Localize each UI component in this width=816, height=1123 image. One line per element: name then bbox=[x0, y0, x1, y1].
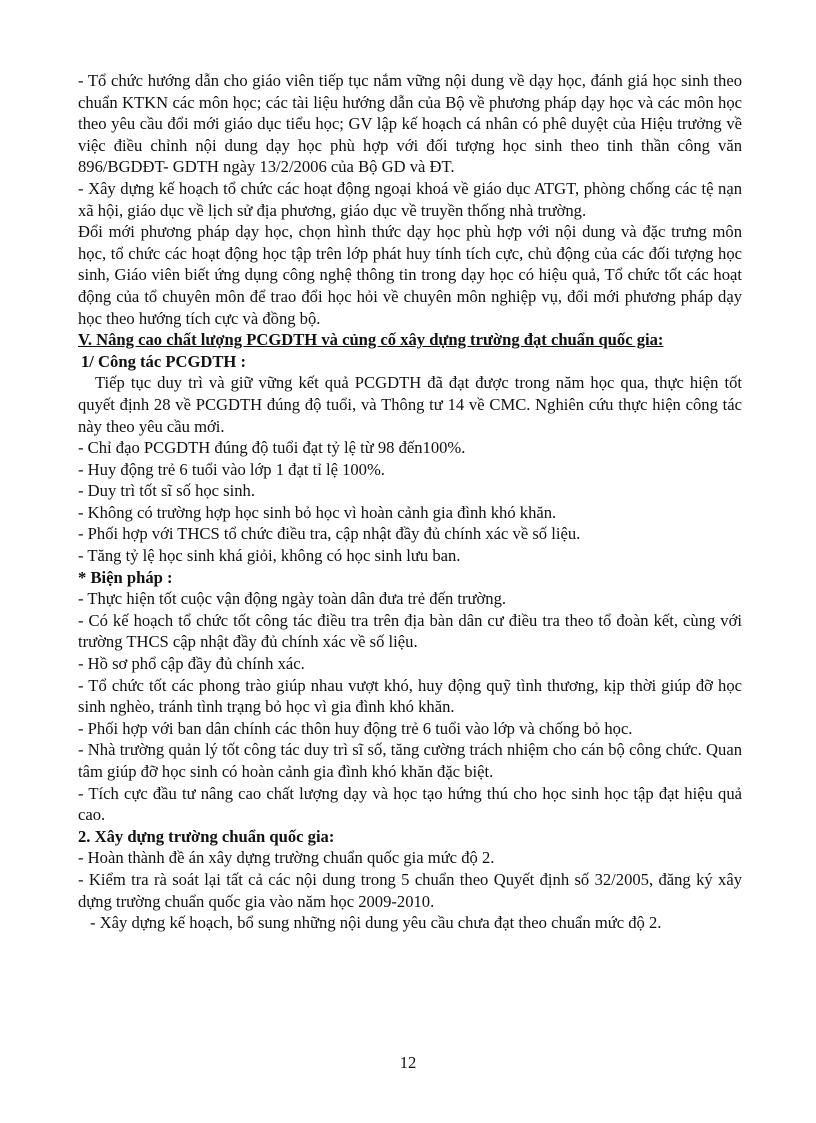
section-v-heading: V. Nâng cao chất lượng PCGDTH và củng cố xây dựng trường đạt chuẩn quốc gia: bbox=[78, 330, 664, 350]
list-item: - Duy trì tốt sĩ số học sinh. bbox=[78, 481, 255, 501]
list-item-last: - Xây dựng kế hoạch, bổ sung những nội dung yêu cầu chưa đạt theo chuẩn mức độ 2. bbox=[90, 913, 662, 933]
measure-item: - Hồ sơ phổ cập đầy đủ chính xác. bbox=[78, 654, 305, 674]
paragraph-extracurricular: - Xây dựng kế hoạch tổ chức các hoạt động ngoại khoá về giáo dục ATGT, phòng chống các tệ nạn xã hội, giáo dục về lịch sử địa phương, giáo dục về truyền thống nhà trường. bbox=[78, 178, 742, 220]
measure-item: - Tích cực đầu tư nâng cao chất lượng dạy và học tạo hứng thú cho học sinh học tập đạt hiệu quả cao. bbox=[78, 783, 742, 825]
measure-item: - Thực hiện tốt cuộc vận động ngày toàn dân đưa trẻ đến trường. bbox=[78, 589, 507, 609]
measure-item: - Phối hợp với ban dân chính các thôn huy động trẻ 6 tuổi vào lớp và chống bỏ học. bbox=[78, 718, 633, 738]
list-item: - Kiểm tra rà soát lại tất cả các nội dung trong 5 chuẩn theo Quyết định số 32/2005, đăng ký xây dựng trường chuẩn quốc gia vào năm học 2009-2010. bbox=[78, 869, 742, 911]
list-item: - Huy động trẻ 6 tuổi vào lớp 1 đạt tỉ lệ 100%. bbox=[78, 459, 385, 479]
document-page bbox=[78, 70, 742, 934]
subsection-2-heading: 2. Xây dựng trường chuẩn quốc gia: bbox=[78, 826, 335, 846]
measure-item: - Nhà trường quản lý tốt công tác duy trì sĩ số, tăng cường trách nhiệm cho cán bộ công chức. Quan tâm giúp đỡ học sinh có hoàn cảnh gia đình khó khăn đặc biệt. bbox=[78, 740, 742, 781]
measure-item: - Có kế hoạch tổ chức tốt công tác điều tra trên địa bàn dân cư điều tra theo tổ đoàn kết, cùng với trường THCS cập nhật đầy đủ chính xác về số liệu. bbox=[78, 610, 742, 652]
list-item: - Chỉ đạo PCGDTH đúng độ tuổi đạt tỷ lệ từ 98 đến100%. bbox=[78, 438, 466, 458]
list-item: - Hoàn thành đề án xây dựng trường chuẩn quốc gia mức độ 2. bbox=[78, 848, 495, 868]
list-item: - Phối hợp với THCS tổ chức điều tra, cập nhật đầy đủ chính xác về số liệu. bbox=[78, 524, 581, 544]
list-item: - Không có trường hợp học sinh bỏ học vì hoàn cảnh gia đình khó khăn. bbox=[78, 502, 557, 522]
measure-item: - Tổ chức tốt các phong trào giúp nhau vượt khó, huy động quỹ tình thương, kịp thời giúp đỡ học sinh nghèo, tránh tình trạng bỏ học vì gia đình khó khăn. bbox=[78, 675, 742, 717]
subsection-1-heading: 1/ Công tác PCGDTH : bbox=[81, 351, 247, 371]
list-item: - Tăng tỷ lệ học sinh khá giỏi, không có học sinh lưu ban. bbox=[78, 546, 461, 566]
paragraph-teaching-methods: Đổi mới phương pháp dạy học, chọn hình thức dạy học phù hợp với nội dung và đặc trưng môn học, tổ chức các hoạt động học tập trên lớp phát huy tính tích cực, chủ động của các đối tượng học sinh, Giáo viên biết ứng dụng công nghệ thông tin trong dạy học có hiệu quả, Tổ chức tốt các hoạt động của tổ chuyên môn để trao đổi học hỏi về chuyên môn nghiệp vụ, đổi mới phương pháp dạy học theo hướng tích cực và đồng bộ. bbox=[78, 222, 742, 328]
page-number: 12 bbox=[399, 1053, 417, 1072]
paragraph-teacher-guidance: - Tổ chức hướng dẫn cho giáo viên tiếp tục nắm vững nội dung về dạy học, đánh giá học sinh theo chuẩn KTKN các môn học; các tài liệu hướng dẫn của Bộ về phương pháp dạy học và các môn học theo yêu cầu đổi mới giáo dục tiểu học; GV lập kế hoạch cá nhân có phê duyệt của Hiệu trưởng về việc điều chỉnh nội dung dạy học phù hợp với đối tượng học sinh theo tinh thần công văn 896/BGDĐT- GDTH ngày 13/2/2006 của Bộ GD và ĐT. bbox=[78, 71, 742, 177]
subsection-1-intro: Tiếp tục duy trì và giữ vững kết quả PCGDTH đã đạt được trong năm học qua, thực hiện tốt quyết định 28 về PCGDTH đúng độ tuổi, và Thông tư 14 về CMC. Nghiên cứu thực hiện công tác này theo yêu cầu mới. bbox=[78, 373, 742, 436]
measures-heading: * Biện pháp : bbox=[78, 567, 173, 587]
